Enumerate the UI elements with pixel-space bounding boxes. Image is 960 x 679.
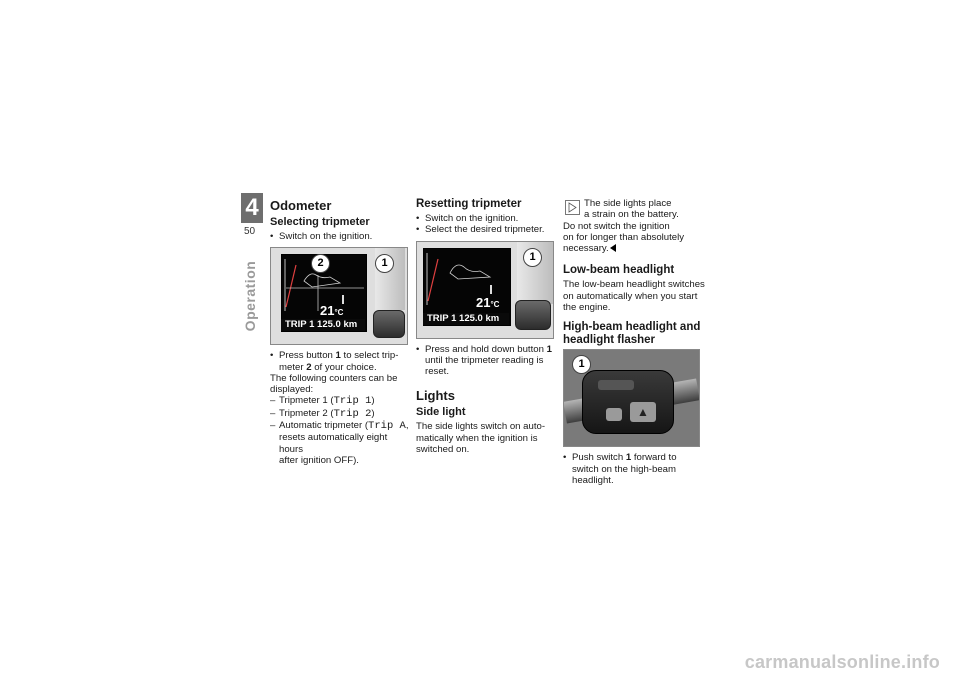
tripmeter-display-figure [270,247,408,345]
trip-readout: TRIP 1 125.0 km [423,313,509,325]
callout-2: 2 [311,254,330,273]
trip-readout: TRIP 1 125.0 km [281,319,365,331]
list-item: • Press button 1 to select trip- [270,350,410,361]
warning-line: on for longer than absolutely [563,231,685,243]
paragraph: on automatically when you start [563,290,698,302]
callout-1: 1 [523,248,542,267]
hazard-icon: ▲ [637,405,649,420]
list-item-continued: until the tripmeter reading is [425,354,544,366]
chapter-number: 4 [241,193,263,223]
lights-column [563,198,707,486]
temperature-readout: 21°C [476,294,500,310]
list-item-continued: meter 2 of your choice. [279,361,377,373]
lights-heading: Lights [416,388,455,404]
list-item: – Automatic tripmeter (Trip A, [270,420,410,432]
section-label [238,246,262,346]
reset-display-figure [416,241,554,339]
list-item: • Select the desired tripmeter. [416,224,556,235]
high-beam-heading: High-beam headlight and [563,321,701,334]
list-item: – Tripmeter 2 (Trip 2) [270,408,410,420]
paragraph: The low-beam headlight switches [563,279,705,291]
resetting-column [416,198,556,455]
hazard-button[interactable] [630,402,656,422]
list-item: • Switch on the ignition. [416,213,556,224]
section-label-text: Operation [242,260,258,332]
list-item-continued: switch on the high-beam [572,463,676,475]
paragraph: displayed: [270,384,314,396]
high-beam-switch[interactable] [598,380,634,390]
list-item: – Tripmeter 1 (Trip 1) [270,395,410,407]
low-beam-heading: Low-beam headlight [563,264,675,277]
end-marker-icon [610,244,616,252]
paragraph: The following counters can be [270,372,398,384]
list-item-continued: reset. [425,366,449,378]
list-item-continued: after ignition OFF). [279,454,359,466]
list-item: • Press and hold down button 1 [416,344,556,355]
warning-line: a strain on the battery. [584,209,679,221]
list-item-continued: headlight. [572,474,614,486]
callout-1: 1 [375,254,394,273]
odometer-heading: Odometer [270,198,332,213]
list-item: • Switch on the ignition. [270,231,410,242]
display-button[interactable] [515,300,551,330]
odometer-column [270,198,410,466]
paragraph: the engine. [563,302,611,314]
side-light-heading: Side light [416,406,466,419]
callout-1: 1 [572,355,591,374]
horn-button[interactable] [606,408,622,421]
list-item: • Push switch 1 forward to [563,452,707,463]
display-button[interactable] [373,310,405,338]
temperature-readout: 21°C [320,303,344,319]
paragraph: The side lights switch on auto- [416,421,546,433]
warning-line: necessary. [563,243,707,254]
watermark: carmanualsonline.info [744,652,940,672]
warning-line: Do not switch the ignition [563,220,670,232]
high-beam-heading-line2: headlight flasher [563,334,656,347]
handlebar-switch-figure [563,349,700,447]
selecting-tripmeter-heading: Selecting tripmeter [270,216,370,228]
page-number: 50 [244,226,256,237]
list-item-continued: resets automatically eight hours [279,432,388,455]
resetting-heading: Resetting tripmeter [416,198,522,210]
warning-line: The side lights place [584,198,672,209]
paragraph: matically when the ignition is [416,432,538,444]
paragraph: switched on. [416,444,470,456]
